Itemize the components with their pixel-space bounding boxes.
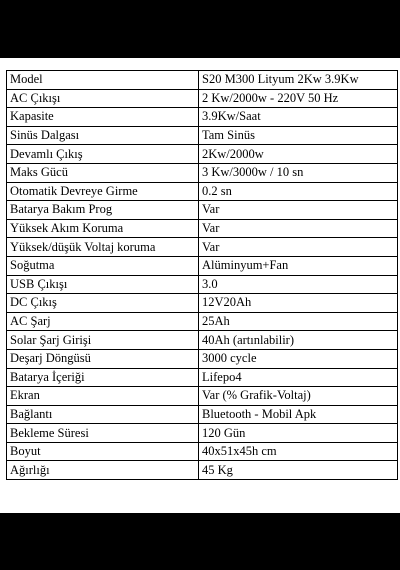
spec-label: AC Şarj [7,312,199,331]
table-row [7,331,398,350]
table-row [7,387,398,406]
spec-value: 25Ah [199,312,398,331]
table-row [7,424,398,443]
table-row [7,256,398,275]
spec-value: Var [199,201,398,220]
table-row [7,145,398,164]
spec-label: Boyut [7,442,199,461]
spec-label: AC Çıkışı [7,89,199,108]
spec-label: Maks Gücü [7,163,199,182]
spec-value: 2 Kw/2000w - 220V 50 Hz [199,89,398,108]
table-row [7,108,398,127]
table-row [7,442,398,461]
spec-value: 2Kw/2000w [199,145,398,164]
table-row [7,219,398,238]
table-row [7,163,398,182]
spec-value: 40Ah (artınlabilir) [199,331,398,350]
spec-value: Alüminyum+Fan [199,256,398,275]
table-row [7,368,398,387]
spec-label: Batarya Bakım Prog [7,201,199,220]
spec-value: Var [199,219,398,238]
spec-label: Ekran [7,387,199,406]
top-black-band [0,0,400,58]
spec-label: Devamlı Çıkış [7,145,199,164]
spec-label: Sinüs Dalgası [7,126,199,145]
table-row [7,201,398,220]
table-row [7,89,398,108]
spec-value: 3.0 [199,275,398,294]
spec-value: 120 Gün [199,424,398,443]
table-row [7,275,398,294]
spec-label: DC Çıkış [7,294,199,313]
table-row [7,461,398,480]
table-row [7,182,398,201]
spec-label: Otomatik Devreye Girme [7,182,199,201]
spec-value: 45 Kg [199,461,398,480]
spec-label: Bağlantı [7,405,199,424]
spec-label: Batarya İçeriği [7,368,199,387]
spec-value: 3.9Kw/Saat [199,108,398,127]
spec-value: 3000 cycle [199,349,398,368]
spec-value: Bluetooth - Mobil Apk [199,405,398,424]
spec-label: Soğutma [7,256,199,275]
spec-value: Lifepo4 [199,368,398,387]
spec-value: Var (% Grafik-Voltaj) [199,387,398,406]
spec-label: USB Çıkışı [7,275,199,294]
spec-label: Yüksek/düşük Voltaj koruma [7,238,199,257]
spec-label: Bekleme Süresi [7,424,199,443]
spec-value: Var [199,238,398,257]
spec-value: S20 M300 Lityum 2Kw 3.9Kw [199,71,398,90]
spec-value: 12V20Ah [199,294,398,313]
spec-value: Tam Sinüs [199,126,398,145]
spec-table-body [7,71,398,480]
spec-value: 0.2 sn [199,182,398,201]
spec-label: Ağırlığı [7,461,199,480]
bottom-black-band [0,513,400,570]
spec-sheet [0,58,400,513]
spec-label: Deşarj Döngüsü [7,349,199,368]
spec-label: Yüksek Akım Koruma [7,219,199,238]
table-row [7,71,398,90]
table-row [7,405,398,424]
table-row [7,238,398,257]
table-row [7,349,398,368]
spec-value: 3 Kw/3000w / 10 sn [199,163,398,182]
spec-label: Kapasite [7,108,199,127]
spec-label: Solar Şarj Girişi [7,331,199,350]
spec-value: 40x51x45h cm [199,442,398,461]
table-row [7,126,398,145]
spec-table [6,70,398,480]
table-row [7,312,398,331]
spec-label: Model [7,71,199,90]
table-row [7,294,398,313]
